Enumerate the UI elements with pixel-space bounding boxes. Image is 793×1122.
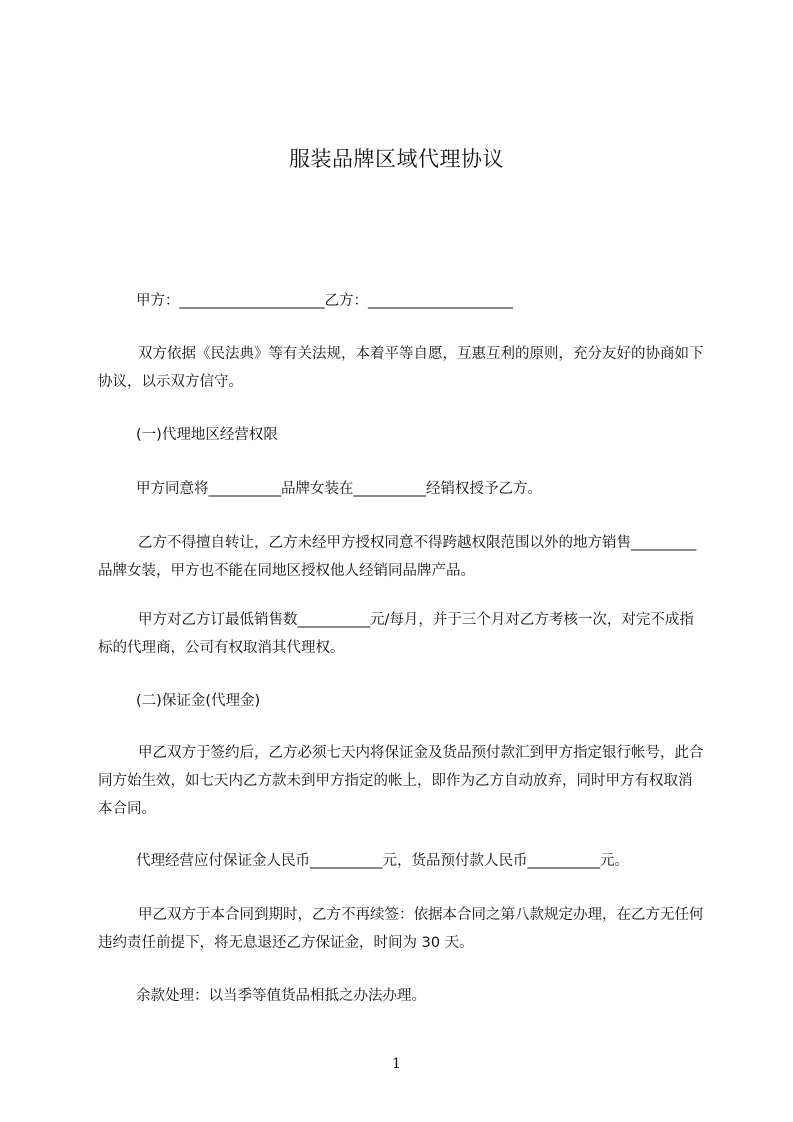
clause-min-sales: 甲方对乙方订最低销售数__________元/每月，并于三个月对乙方考核一次，对完不成指标的代理商，公司有权取消其代理权。	[98, 612, 694, 656]
clause-deposit-amounts: 代理经营应付保证金人民币__________元，货品预付款人民币__________元。	[136, 853, 629, 869]
intro-paragraph: 双方依据《民法典》等有关法规，本着平等自愿，互惠互利的原则，充分友好的协商如下协议，以示双方信守。	[98, 346, 704, 390]
clause-no-transfer: 乙方不得擅自转让，乙方未经甲方授权同意不得跨越权限范围以外的地方销售_________品牌女装，甲方也不能在同地区授权他人经销同品牌产品。	[98, 535, 697, 579]
clause-deposit-payment: 甲乙双方于签约后，乙方必须七天内将保证金及货品预付款汇到甲方指定银行帐号，此合同方始生效，如七天内乙方款未到甲方指定的帐上，即作为乙方自动放弃，同时甲方有权取消本合同。	[98, 745, 704, 817]
section-heading-agency-rights: (一)代理地区经营权限	[136, 427, 278, 443]
clause-brand-grant: 甲方同意将__________品牌女装在__________经销权授予乙方。	[136, 481, 542, 497]
clause-balance-handling: 余款处理：以当季等值货品相抵之办法办理。	[136, 988, 426, 1004]
document-title: 服装品牌区域代理协议	[289, 147, 504, 171]
clause-deposit-refund: 甲乙双方于本合同到期时，乙方不再续签：依据本合同之第八款规定办理，在乙方无任何违约责任前提下，将无息退还乙方保证金，时间为 30 天。	[98, 907, 704, 951]
page-number: 1	[392, 1056, 401, 1072]
section-heading-deposit: (二)保证金(代理金)	[136, 693, 261, 709]
parties-line: 甲方：____________________乙方：____________________	[136, 293, 513, 309]
